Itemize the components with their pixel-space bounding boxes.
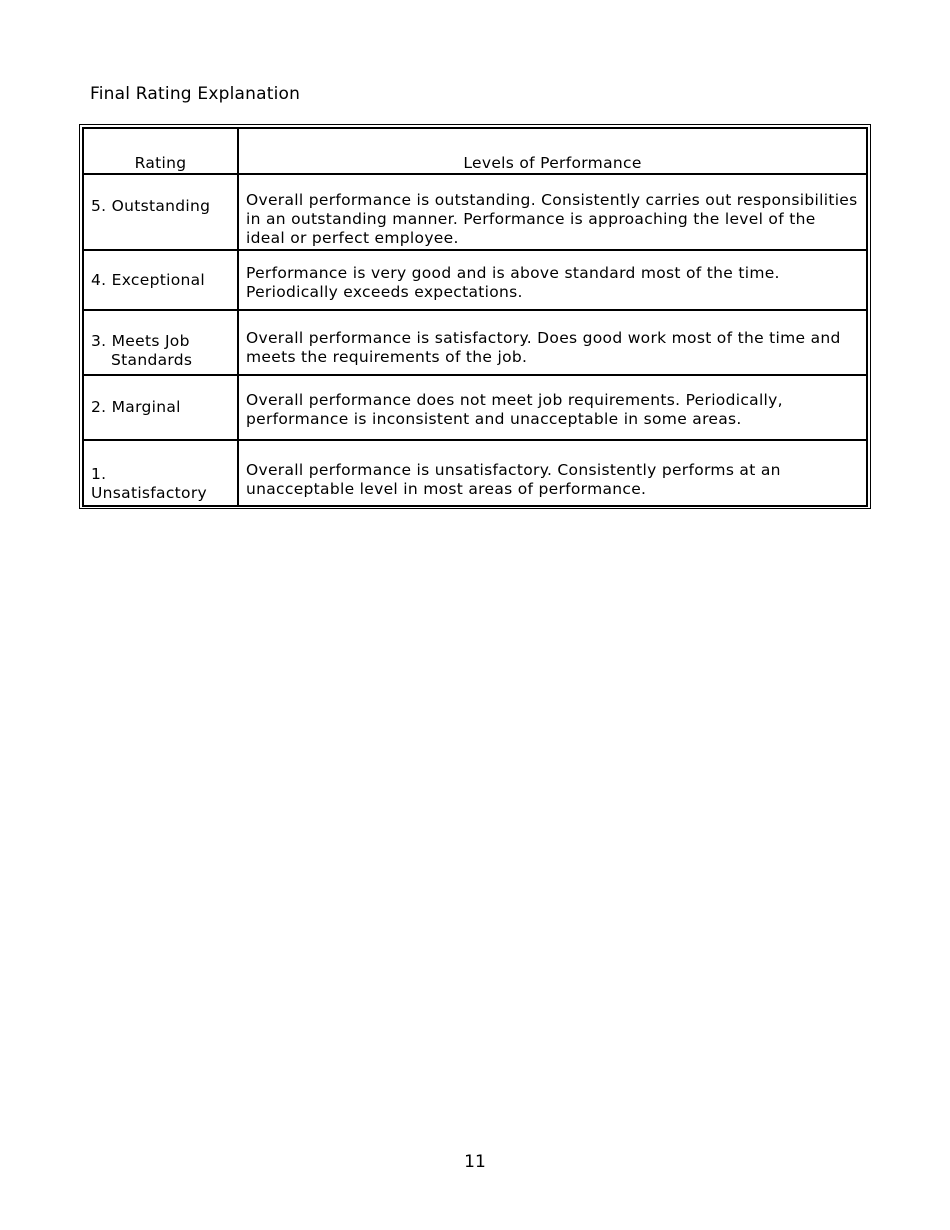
rating-cell xyxy=(83,440,238,506)
description-cell: Overall performance is unsatisfactory. Consistently performs at an unacceptable level in most areas of performance. xyxy=(238,440,867,506)
table-row xyxy=(83,375,867,440)
rating-cell: 4. Exceptional xyxy=(83,250,238,310)
rating-cell xyxy=(83,310,238,375)
rating-table xyxy=(82,127,868,507)
table-row xyxy=(83,250,867,310)
rating-cell-line2: Unsatisfactory xyxy=(91,484,207,502)
table-row xyxy=(83,310,867,375)
rating-cell-line2: Standards xyxy=(111,351,193,369)
header-levels-of-performance: Levels of Performance xyxy=(238,128,867,174)
page-number: 11 xyxy=(464,1152,486,1172)
table-row xyxy=(83,440,867,506)
description-cell: Overall performance is satisfactory. Does good work most of the time and meets the requirements of the job. xyxy=(238,310,867,375)
table-row xyxy=(83,174,867,250)
header-rating: Rating xyxy=(83,128,238,174)
rating-cell: 2. Marginal xyxy=(83,375,238,440)
table-header-row xyxy=(83,128,867,174)
rating-cell-line1: 3. Meets Job xyxy=(91,332,190,350)
description-cell: Overall performance is outstanding. Consistently carries out responsibilities in an outstanding manner. Performance is approaching the level of the ideal or perfect employee. xyxy=(238,174,867,250)
rating-cell: 5. Outstanding xyxy=(83,174,238,250)
rating-table-frame xyxy=(79,124,871,509)
description-cell: Performance is very good and is above standard most of the time. Periodically exceeds expectations. xyxy=(238,250,867,310)
page-title: Final Rating Explanation xyxy=(90,84,301,104)
description-cell: Overall performance does not meet job requirements. Periodically, performance is inconsistent and unacceptable in some areas. xyxy=(238,375,867,440)
rating-cell-line1: 1. xyxy=(91,465,107,483)
